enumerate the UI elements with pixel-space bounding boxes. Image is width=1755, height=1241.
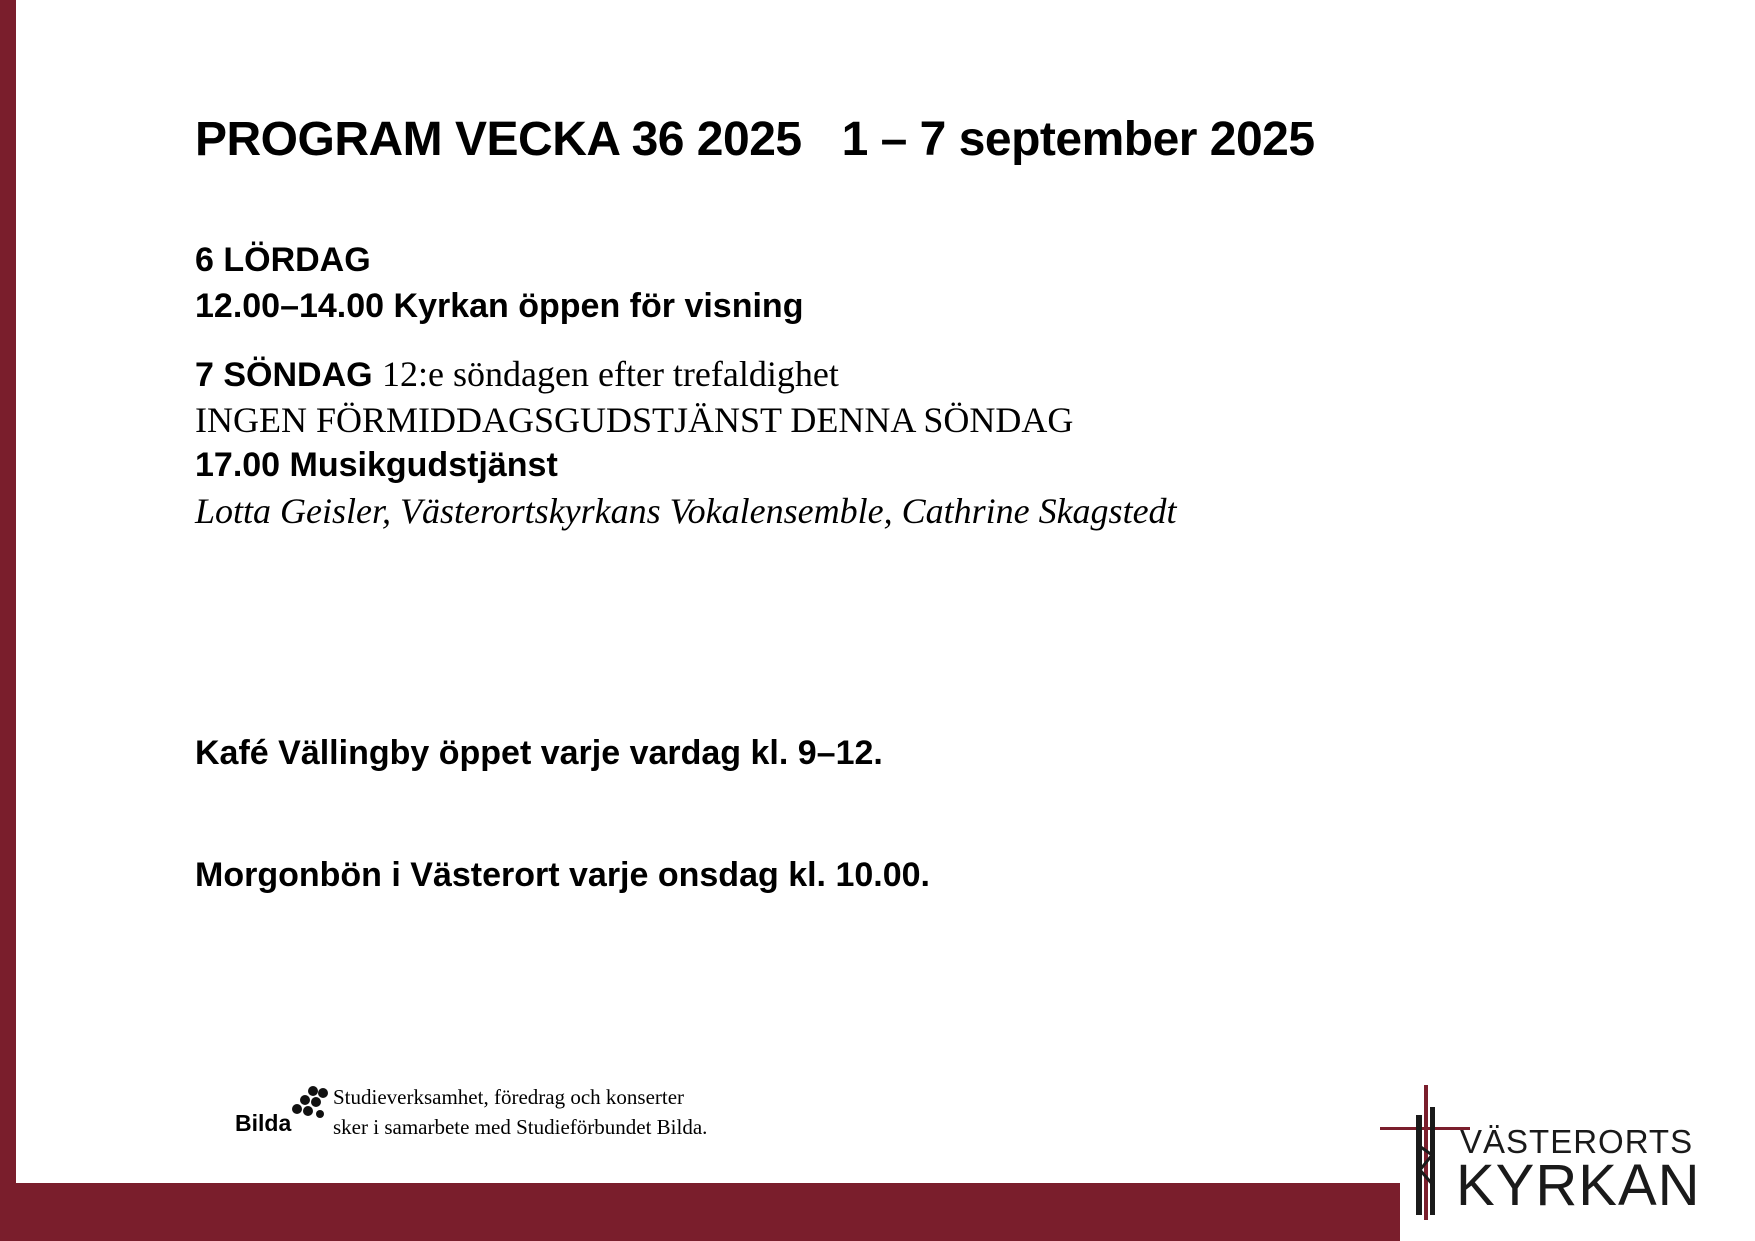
church-logo-line-1: VÄSTERORTS: [1460, 1123, 1694, 1160]
sunday-subtitle: 12:e söndagen efter trefaldighet: [382, 354, 839, 394]
cafe-notice: Kafé Vällingby öppet varje vardag kl. 9–12.: [195, 734, 883, 772]
sunday-performers: Lotta Geisler, Västerortskyrkans Vokalensemble, Cathrine Skagstedt: [195, 491, 1177, 531]
title-dates: 1 – 7 september 2025: [841, 113, 1315, 166]
page-title: [195, 112, 1315, 167]
sunday-notice: INGEN FÖRMIDDAGSGUDSTJÄNST DENNA SÖNDAG: [195, 400, 1074, 440]
sunday-section: [195, 351, 1177, 534]
bottom-accent-bar: [0, 1183, 1400, 1241]
sunday-day: 7 SÖNDAG: [195, 356, 373, 394]
prayer-notice: Morgonbön i Västerort varje onsdag kl. 10.00.: [195, 856, 930, 894]
bilda-dots-icon: [285, 1084, 329, 1124]
sunday-heading: [195, 351, 1177, 398]
bilda-footer: [233, 1082, 707, 1142]
footer-line-2: sker i samarbete med Studieförbundet Bilda.: [333, 1115, 708, 1139]
saturday-event: 12.00–14.00 Kyrkan öppen för visning: [195, 287, 804, 325]
sunday-event: 17.00 Musikgudstjänst: [195, 446, 558, 484]
saturday-day: 6 LÖRDAG: [195, 241, 371, 279]
footer-text: [333, 1082, 707, 1142]
footer-line-1: Studieverksamhet, föredrag och konserter: [333, 1085, 685, 1109]
church-logo-line-2: KYRKAN: [1456, 1153, 1701, 1218]
saturday-section: [195, 237, 803, 329]
church-logo: [1380, 1085, 1700, 1220]
left-accent-bar: [0, 0, 16, 1241]
bilda-logo-text: Bilda: [235, 1110, 292, 1136]
bilda-logo: [233, 1082, 333, 1140]
title-week: PROGRAM VECKA 36 2025: [195, 113, 802, 166]
